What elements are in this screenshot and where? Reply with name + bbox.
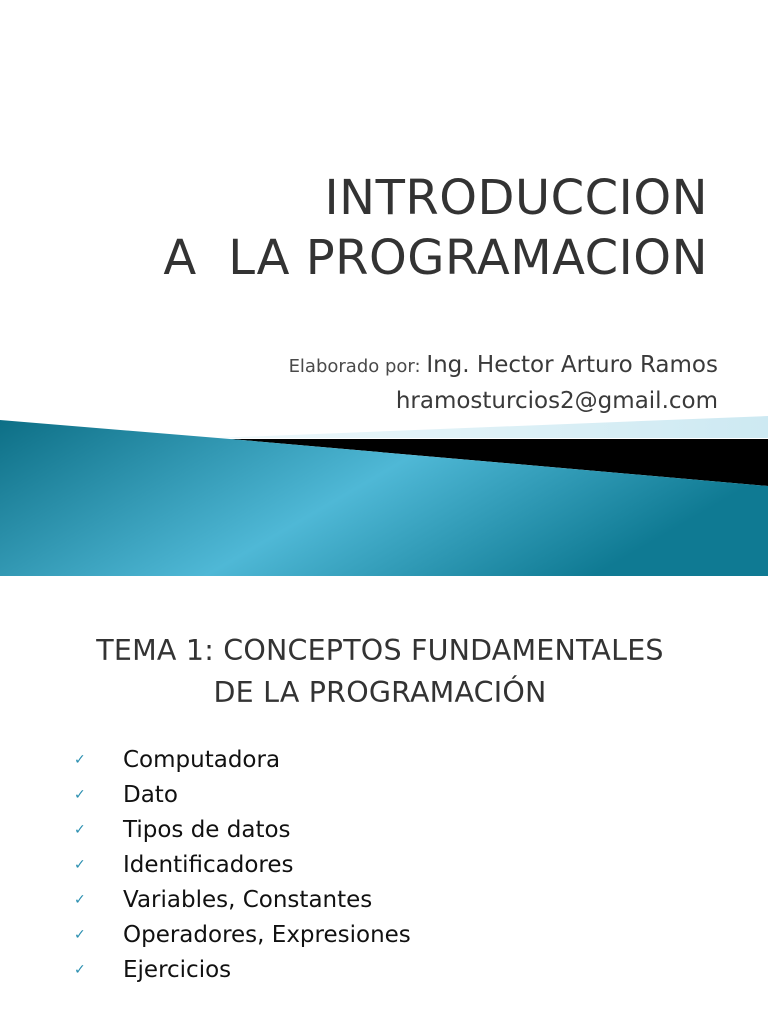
checkmark-icon: ✓	[74, 961, 86, 978]
checkmark-icon: ✓	[74, 821, 86, 838]
list-item	[72, 952, 411, 987]
list-item-label: Dato	[123, 781, 178, 808]
topic-title-line-1: TEMA 1: CONCEPTOS FUNDAMENTALES	[96, 634, 664, 667]
slide-title-line-2: A LA PROGRAMACION	[163, 230, 708, 286]
author-label: Elaborado por:	[288, 356, 427, 377]
list-item	[72, 882, 411, 917]
list-item	[72, 847, 411, 882]
topics-slide	[0, 576, 768, 1024]
author-name: Ing. Hector Arturo Ramos	[426, 352, 718, 378]
list-item-label: Variables, Constantes	[123, 886, 373, 913]
list-item-label: Identificadores	[123, 851, 294, 878]
author-line	[289, 352, 718, 378]
checkmark-icon: ✓	[74, 926, 86, 943]
list-item	[72, 917, 411, 952]
list-item-label: Tipos de datos	[123, 816, 291, 843]
list-item	[72, 742, 411, 777]
checkmark-icon: ✓	[74, 751, 86, 768]
topic-title-line-2: DE LA PROGRAMACIÓN	[213, 676, 547, 709]
slide-title	[0, 168, 708, 288]
checkmark-icon: ✓	[74, 856, 86, 873]
swoosh-pale-band	[215, 416, 768, 438]
list-item	[72, 777, 411, 812]
checkmark-icon: ✓	[74, 891, 86, 908]
checkmark-icon: ✓	[74, 786, 86, 803]
list-item	[72, 812, 411, 847]
list-item-label: Ejercicios	[123, 956, 232, 983]
author-email: hramosturcios2@gmail.com	[395, 388, 718, 414]
topic-title	[30, 630, 730, 714]
list-item-label: Operadores, Expresiones	[123, 921, 411, 948]
topic-list	[72, 742, 411, 987]
slide-title-line-1: INTRODUCCION	[324, 170, 708, 226]
list-item-label: Computadora	[123, 746, 281, 773]
decorative-swoosh-band	[0, 380, 768, 576]
